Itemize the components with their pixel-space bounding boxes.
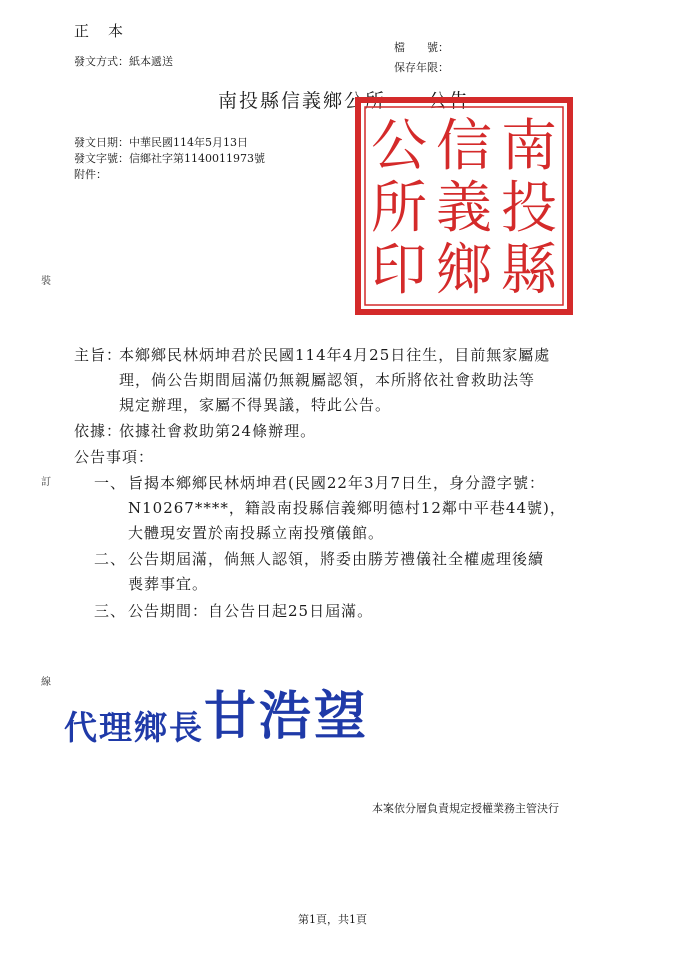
item-line: 喪葬事宜。 [128, 575, 209, 593]
item-line: 公告期屆滿，倘無人認領，將委由勝芳禮儀社全權處理後續 [128, 550, 545, 568]
binding-mark-middle: 訂 [41, 477, 51, 488]
signature-stamp [64, 674, 419, 754]
item-line: 旨揭本鄉鄉民林炳坤君(民國22年3月7日生，身分證字號： [128, 474, 546, 492]
document-title: 南投縣信義鄉公所 公告 [218, 90, 471, 112]
signature-title: 代理鄉長 [64, 708, 204, 747]
item-number: 一、 [94, 474, 127, 492]
document-number: 發文字號：信鄉社字第1140011973號 [74, 152, 265, 165]
delegation-note: 本案依分層負責規定授權業務主管決行 [372, 802, 559, 815]
signature-name: 甘浩望 [204, 686, 370, 747]
binding-mark-top: 裝 [41, 276, 51, 287]
binding-mark-bottom: 線 [41, 677, 51, 688]
item-line: 公告期間：自公告日起25日屆滿。 [128, 602, 374, 620]
seal-character: 縣 [501, 238, 557, 303]
item-number: 二、 [94, 550, 127, 568]
seal-character: 印 [371, 238, 427, 303]
seal-character: 所 [371, 176, 427, 241]
item-line: 大體現安置於南投縣立南投殯儀館。 [128, 524, 385, 542]
official-seal [355, 97, 573, 315]
seal-character: 鄉 [436, 238, 492, 303]
seal-character: 信 [436, 114, 492, 179]
subject-line: 規定辦理，家屬不得異議，特此公告。 [119, 396, 392, 414]
seal-character: 義 [436, 176, 492, 241]
seal-character: 公 [371, 114, 427, 179]
subject-line: 理，倘公告期間屆滿仍無親屬認領，本所將依社會救助法等 [119, 371, 536, 389]
items-label: 公告事項： [74, 448, 155, 466]
subject-line: 本鄉鄉民林炳坤君於民國114年4月25日往生，目前無家屬處 [119, 346, 551, 364]
subject-label: 主旨： [74, 346, 123, 364]
retention-label: 保存年限： [394, 61, 449, 74]
seal-character: 投 [501, 176, 557, 241]
seal-character: 南 [501, 114, 557, 179]
file-number-label: 檔 號： [394, 41, 449, 54]
item-line: N10267****，籍設南投縣信義鄉明德村12鄰中平巷44號)， [128, 499, 566, 517]
page-number: 第1頁，共1頁 [298, 913, 367, 926]
copy-label: 正 本 [74, 22, 126, 40]
basis-label: 依據： [74, 422, 123, 440]
issue-date: 發文日期：中華民國114年5月13日 [74, 136, 248, 149]
item-number: 三、 [94, 602, 127, 620]
attachment-label: 附件： [74, 168, 107, 181]
send-method: 發文方式：紙本遞送 [74, 55, 173, 68]
basis-text: 依據社會救助第24條辦理。 [119, 422, 317, 440]
